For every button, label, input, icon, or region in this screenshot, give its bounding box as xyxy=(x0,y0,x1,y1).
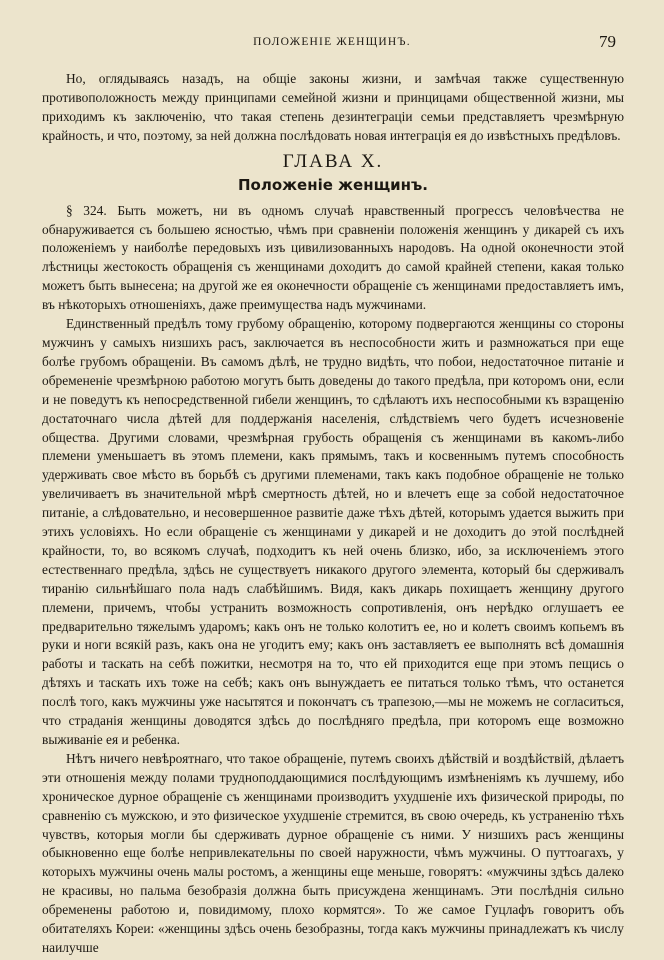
paragraph-body: Единственный предѣлъ тому грубому обращенію, которому подвергаются женщины со стороны мужчинъ у самыхъ низшихъ расъ, заключается въ неспособности жить и размножаться при еще болѣе грубомъ обращеніи. Въ самомъ дѣлѣ, не трудно видѣть, что побои, недостаточное питаніе и обремененіе чрезмѣрною работою могутъ быть доведены до такого предѣла, при которомъ они, если и не поведутъ къ непосредственной гибели женщинъ, то сдѣлаютъ ихъ неспособными къ взращенію достаточнаго числа дѣтей для поддержанія населенія, слѣдствіемъ чего будетъ исчезновеніе общества. Другими словами, чрезмѣрная грубость обращенія съ женщинами въ какомъ-либо племени уменьшаетъ въ этомъ племени, какъ прямымъ, такъ и косвеннымъ путемъ способность удерживать свое мѣсто въ борьбѣ съ другими племенами, такъ какъ подобное обращеніе не только увеличиваетъ въ значительной мѣрѣ смертность дѣтей, но и влечетъ еще за собой недостаточное питаніе, а слѣдовательно, и несовершенное развитіе даже тѣхъ дѣтей, которымъ удается выжить при этихъ условіяхъ. Но если обращеніе съ женщинами у дикарей и не доходитъ до этой послѣдней крайности, то, во всякомъ случаѣ, подходитъ къ ней очень близко, ибо, за исключеніемъ этого естественнаго предѣла, здѣсь не существуетъ никакого другого элемента, который бы сдерживалъ тиранію сильнѣйшаго пола надъ слабѣйшимъ. Видя, какъ дикарь похищаетъ женщину другого племени, причемъ, чтобы устранить возможность сопротивленія, онъ нерѣдко оглушаетъ ее предварительно тяжелымъ ударомъ; какъ онъ не только колотитъ ее, но и колетъ своимъ копьемъ въ руки и ноги всякій разъ, какъ она не угодитъ ему; какъ онъ заставляетъ ее выполнять всѣ домашнія работы и таскать на себѣ пожитки, несмотря на то, что ей приходится еще при этомъ пещись о дѣтяхъ и таскать ихъ тоже на себѣ; какъ онъ вынуждаетъ ее питаться только тѣмъ, что останется послѣ того, какъ мужчины уже насытятся и покончатъ съ трапезою,—мы не можемъ не согласиться, что страданія женщины доводятся здѣсь до послѣдняго предѣла, при которомъ еще возможно выживаніе ея и ребенка. xyxy=(42,316,624,747)
paragraph-section-324: § 324. Быть можетъ, ни въ одномъ случаѣ нравственный прогрессъ человѣчества не обнаруживается съ большею ясностью, чѣмъ при сравненіи положенія женщинъ у дикарей съ ихъ положеніемъ у наиболѣе передовыхъ изъ цивилизованныхъ народовъ. На одной оконечности этой лѣстницы жестокость обращенія съ женщинами доходитъ до самой крайней степени, какая только можетъ быть вынесена; на другой же ея оконечности обращеніе съ женщинами предоставляетъ имъ, въ нѣкоторыхъ отношеніяхъ, даже преимущества надъ мужчинами. xyxy=(42,202,624,313)
running-title: ПОЛОЖЕНІЕ ЖЕНЩИНЪ. xyxy=(253,36,411,48)
running-head xyxy=(40,32,624,56)
chapter-title: ГЛАВА X. xyxy=(282,150,384,172)
paragraph-intro: Но, оглядываясь назадъ, на общіе законы жизни, и замѣчая также существенную противоположность между принципами семейной жизни и принцицами общественной жизни, мы приходимъ къ заключенію, что такая степень дезинтеграціи семьи представляетъ чрезмѣрную крайность, и что, поэтому, за ней должна послѣдовать новая интеграція ея до извѣстныхъ предѣловъ. xyxy=(42,71,624,143)
text-block xyxy=(42,70,624,958)
paragraph-body: Нѣтъ ничего невѣроятнаго, что такое обращеніе, путемъ своихъ дѣйствій и воздѣйствій, дѣлаетъ эти отношенія между полами трудноподдающимися послѣдующимъ измѣненіямъ къ лучшему, ибо хроническое дурное обращеніе съ женщинами производитъ ухудшеніе ихъ физической природы, по сравненію съ мужскою, и это физическое ухудшеніе стремится, въ свою очередь, къ устраненію тѣхъ чувствъ, которыя могли бы сдерживать дурное обращеніе съ ними. У низшихъ расъ женщины обыкновенно еще болѣе непривлекательны по своей наружности, чѣмъ мужчины. О путтоагахъ, у которыхъ мужчины очень малы ростомъ, а женщины еще меньше, говорятъ: «мужчины здѣсь далеко не красивы, но пальма безобразія должна быть присуждена женщинамъ. Эти послѣднія сильно обременены работою и, повидимому, плохо кормятся». То же самое Гуцлафъ говоритъ объ обитателяхъ Кореи: «женщины здѣсь очень безобразны, тогда какъ мужчины принадлежатъ къ числу наилучше xyxy=(42,750,624,955)
chapter-subtitle: Положеніе женщинъ. xyxy=(237,175,429,194)
page-number: 79 xyxy=(599,32,616,51)
